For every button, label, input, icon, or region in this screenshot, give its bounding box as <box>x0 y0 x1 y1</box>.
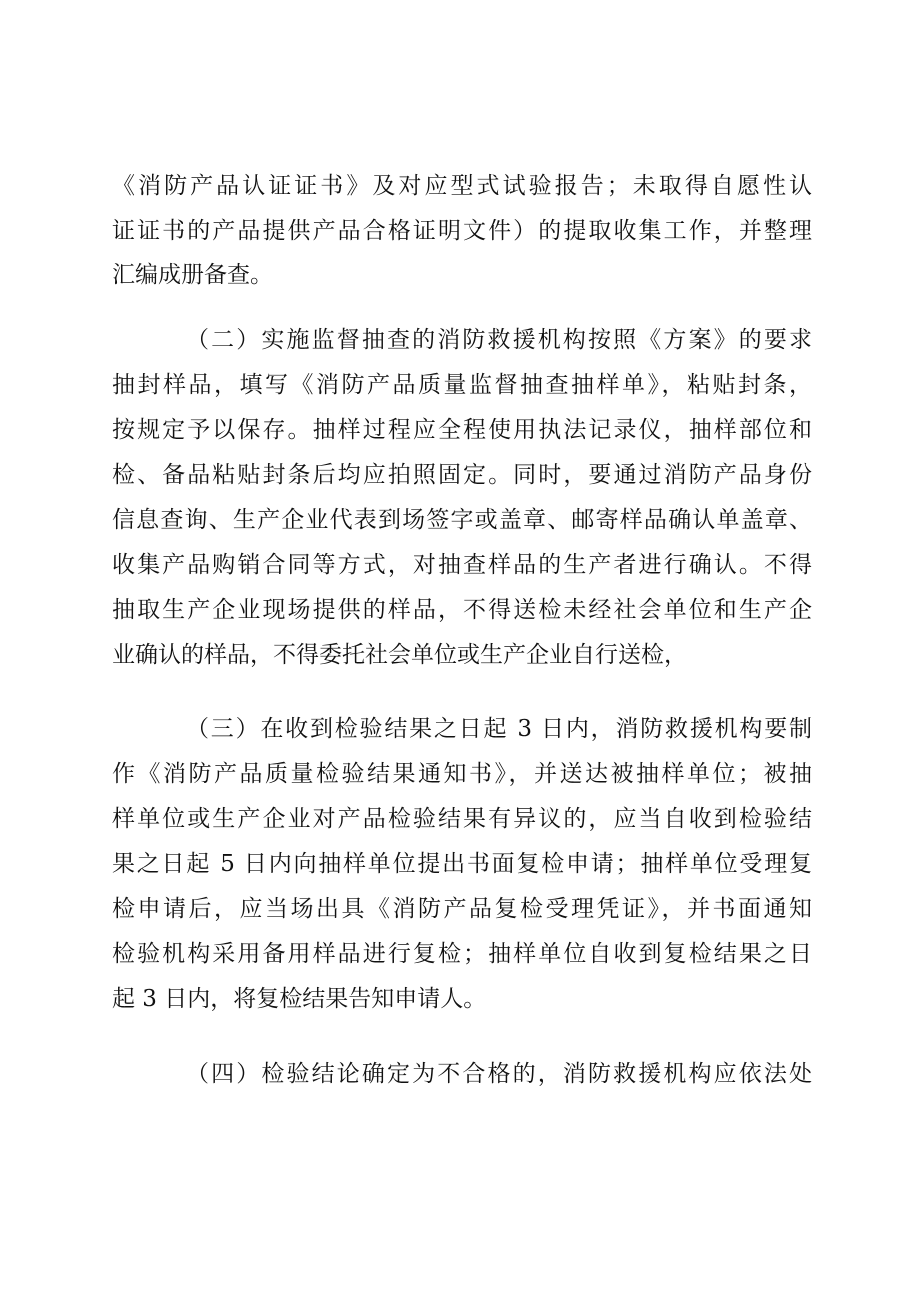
paragraph-3-line-4: 果之日起 5 日内向抽样单位提出书面复检申请；抽样单位受理复 <box>112 851 812 877</box>
paragraph-2-line-8: 业确认的样品，不得委托社会单位或生产企业自行送检， <box>112 642 687 668</box>
paragraph-2-line-4: 检、备品粘贴封条后均应拍照固定。同时，要通过消防产品身份 <box>112 462 812 488</box>
paragraph-3-line-1: （三）在收到检验结果之日起 3 日内，消防救援机构要制 <box>186 716 812 742</box>
paragraph-1-line-2: 证证书的产品提供产品合格证明文件）的提取收集工作，并整理 <box>112 218 812 244</box>
paragraph-3-line-5: 检申请后，应当场出具《消防产品复检受理凭证》，并书面通知 <box>112 896 812 922</box>
paragraph-2-line-2: 抽封样品，填写《消防产品质量监督抽查抽样单》，粘贴封条， <box>112 372 812 398</box>
paragraph-2-line-3: 按规定予以保存。抽样过程应全程使用执法记录仪，抽样部位和 <box>112 417 812 443</box>
paragraph-2-line-5: 信息查询、生产企业代表到场签字或盖章、邮寄样品确认单盖章、 <box>112 507 812 533</box>
paragraph-2-line-7: 抽取生产企业现场提供的样品，不得送检未经社会单位和生产企 <box>112 597 812 623</box>
paragraph-4-line-1: （四）检验结论确定为不合格的，消防救援机构应依法处 <box>186 1061 812 1087</box>
paragraph-3-line-6: 检验机构采用备用样品进行复检；抽样单位自收到复检结果之日 <box>112 941 812 967</box>
paragraph-3-line-7: 起 3 日内，将复检结果告知申请人。 <box>112 986 487 1012</box>
paragraph-2-line-6: 收集产品购销合同等方式，对抽查样品的生产者进行确认。不得 <box>112 552 812 578</box>
paragraph-2-line-1: （二）实施监督抽查的消防救援机构按照《方案》的要求 <box>186 327 812 353</box>
paragraph-3-line-3: 样单位或生产企业对产品检验结果有异议的，应当自收到检验结 <box>112 806 812 832</box>
paragraph-1-line-3: 汇编成册备查。 <box>112 262 273 288</box>
paragraph-3-line-2: 作《消防产品质量检验结果通知书》，并送达被抽样单位；被抽 <box>112 761 812 787</box>
paragraph-1-line-1: 《消防产品认证证书》及对应型式试验报告；未取得自愿性认 <box>112 173 812 199</box>
